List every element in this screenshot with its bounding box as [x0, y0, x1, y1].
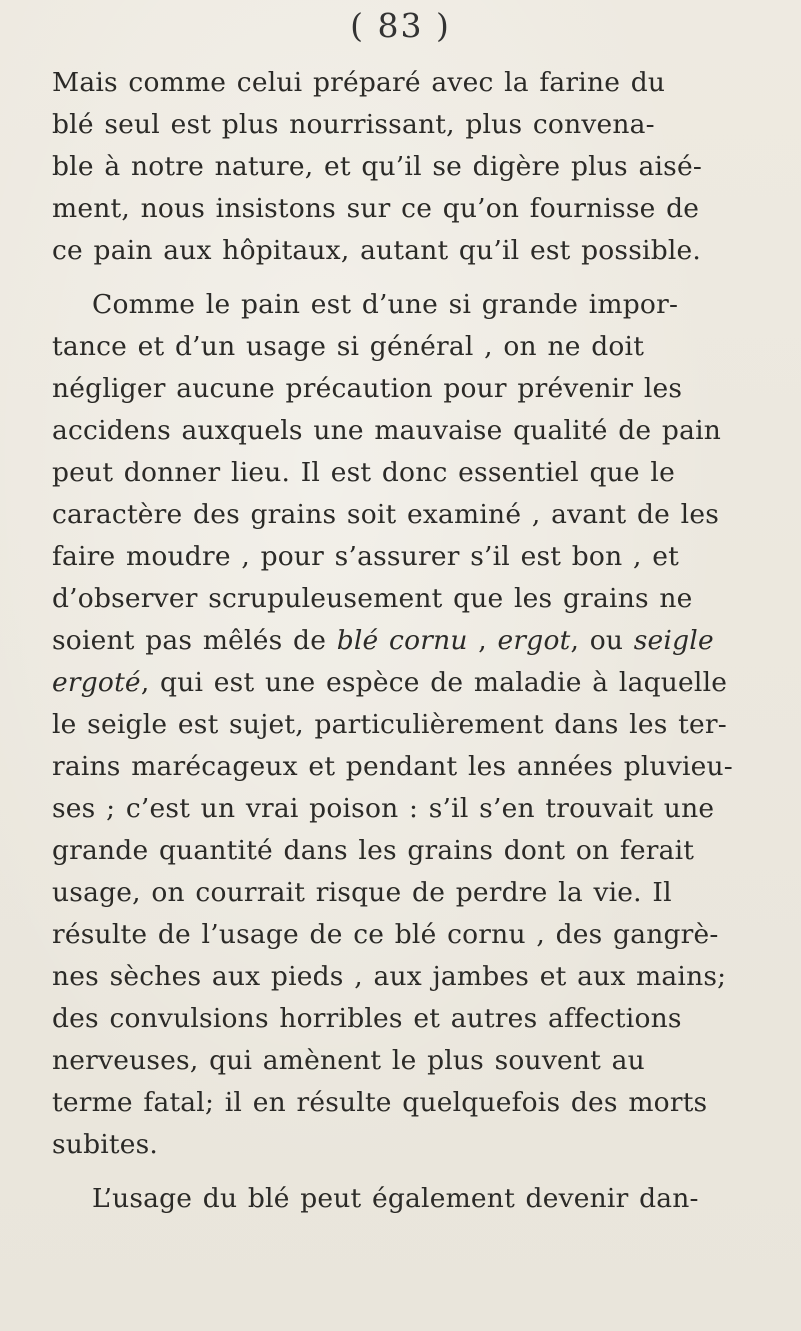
text-line: ble à notre nature, et qu’il se digère plus aisé-	[52, 151, 702, 182]
italic-term: seigle	[633, 625, 714, 656]
text-line: ses ; c’est un vrai poison : s’il s’en trouvait une	[52, 793, 715, 824]
text-line: peut donner lieu. Il est donc essentiel que le	[52, 457, 675, 488]
text-line: Comme le pain est d’une si grande impor-	[92, 289, 679, 320]
text-line: rains marécageux et pendant les années pluvieu-	[52, 751, 733, 782]
text-line: des convulsions horribles et autres affections	[52, 1003, 682, 1034]
paragraph-1	[52, 62, 772, 272]
italic-term: ergoté	[52, 667, 141, 698]
text-line: L’usage du blé peut également devenir dan-	[92, 1183, 699, 1214]
text-line: caractère des grains soit examiné , avant de les	[52, 499, 720, 530]
italic-term: blé cornu	[336, 625, 468, 656]
page-number: ( 83 )	[350, 6, 451, 45]
text-line: subites.	[52, 1129, 159, 1160]
text-line: blé seul est plus nourrissant, plus convena-	[52, 109, 655, 140]
text-line: Mais comme celui préparé avec la farine du	[52, 67, 666, 98]
text-run: , qui est une espèce de maladie à laquelle	[140, 667, 728, 698]
italic-term: ergot	[497, 625, 571, 656]
text-line: tance et d’un usage si général , on ne doit	[52, 331, 645, 362]
text-line: nes sèches aux pieds , aux jambes et aux mains;	[52, 961, 727, 992]
text-line	[52, 620, 772, 662]
text-line: résulte de l’usage de ce blé cornu , des gangrè-	[52, 919, 719, 950]
text-line: ment, nous insistons sur ce qu’on fournisse de	[52, 193, 700, 224]
text-line	[52, 662, 772, 704]
text-line: négliger aucune précaution pour prévenir les	[52, 373, 683, 404]
paragraph-2	[52, 284, 772, 1166]
text-line: nerveuses, qui amènent le plus souvent au	[52, 1045, 645, 1076]
text-run: , ou	[570, 625, 634, 656]
text-line: ce pain aux hôpitaux, autant qu’il est possible.	[52, 235, 702, 266]
text-line: accidens auxquels une mauvaise qualité de pain	[52, 415, 722, 446]
paragraph-3	[52, 1178, 772, 1220]
text-line: faire moudre , pour s’assurer s’il est bon , et	[52, 541, 679, 572]
text-run: soient pas mêlés de	[52, 625, 337, 656]
text-line: grande quantité dans les grains dont on ferait	[52, 835, 695, 866]
text-line: le seigle est sujet, particulièrement dans les ter-	[52, 709, 727, 740]
text-line: d’observer scrupuleusement que les grains ne	[52, 583, 693, 614]
text-line: terme fatal; il en résulte quelquefois des morts	[52, 1087, 708, 1118]
body-text	[52, 62, 772, 1220]
text-run: ,	[467, 625, 498, 656]
text-line: usage, on courrait risque de perdre la vie. Il	[52, 877, 672, 908]
